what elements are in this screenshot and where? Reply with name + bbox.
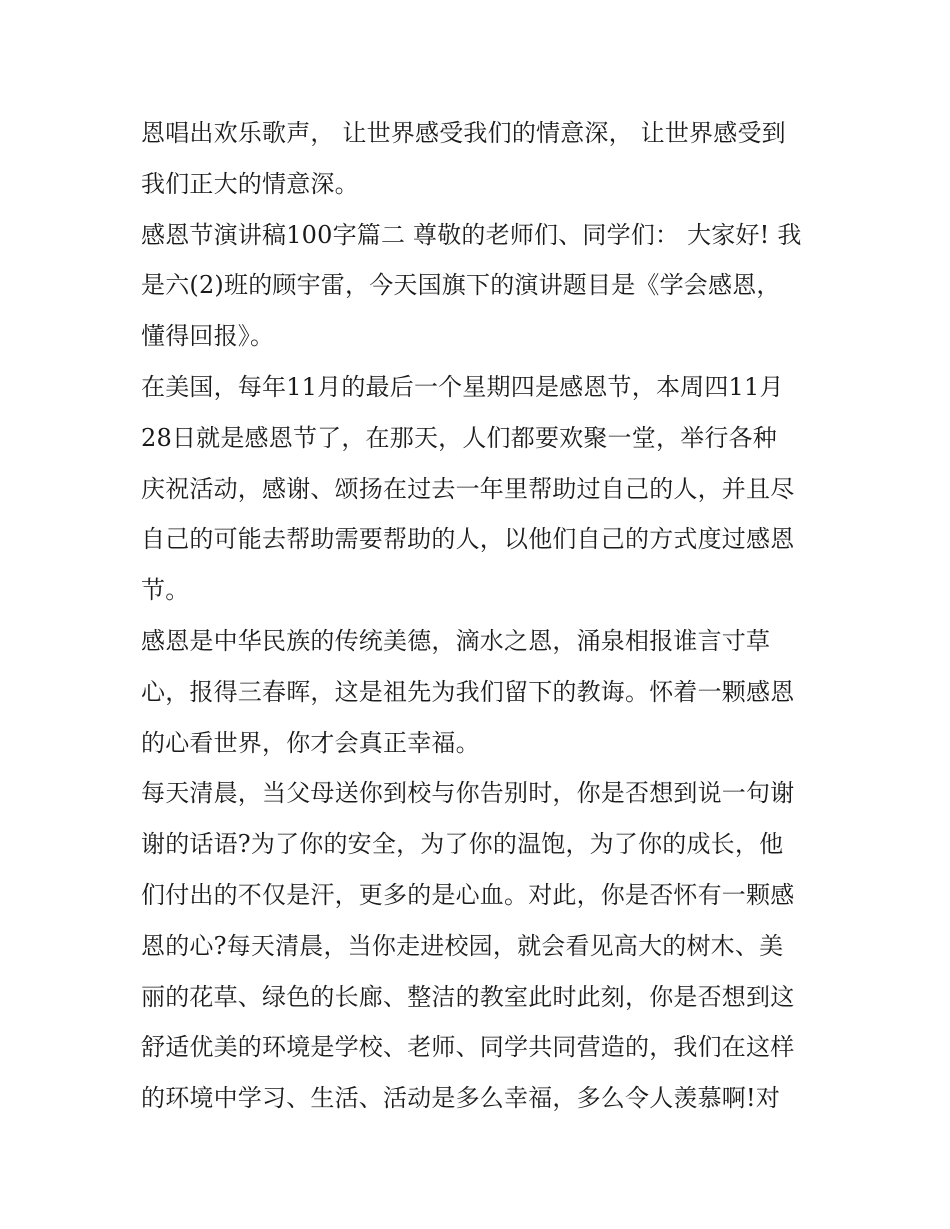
text-line: 每天清晨，当父母送你到校与你告别时，你是否想到说一句谢: [141, 779, 795, 808]
text-line: 懂得回报》。: [141, 322, 275, 351]
text-line: 谢的话语?为了你的安全，为了你的温饱，为了你的成长，他: [141, 830, 784, 859]
text-line: 的心看世界，你才会真正幸福。: [141, 728, 480, 757]
document-body: [141, 108, 821, 1124]
text-line: 自己的可能去帮助需要帮助的人，以他们自己的方式度过感恩: [141, 525, 795, 554]
text-line: 节。: [141, 576, 190, 605]
text-line: 舒适优美的环境是学校、老师、同学共同营造的，我们在这样: [141, 1033, 795, 1062]
text-line: 28日就是感恩节了，在那天，人们都要欢聚一堂，举行各种: [141, 423, 777, 452]
text-line: 丽的花草、绿色的长廊、整洁的教室此时此刻，你是否想到这: [141, 982, 795, 1011]
text-line: 在美国，每年11月的最后一个星期四是感恩节，本周四11月: [141, 372, 784, 401]
text-line: 我们正大的情意深。: [141, 169, 359, 198]
text-line: 感恩是中华民族的传统美德，滴水之恩，涌泉相报谁言寸草: [141, 626, 771, 655]
text-line: 恩唱出欢乐歌声， 让世界感受我们的情意深， 让世界感受到: [141, 119, 786, 147]
text-line: 是六(2)班的顾宇雷，今天国旗下的演讲题目是《学会感恩，: [141, 271, 781, 300]
text-line: 感恩节演讲稿100字篇二 尊敬的老师们、同学们： 大家好! 我: [141, 220, 802, 249]
text-line: 心，报得三春晖，这是祖先为我们留下的教诲。怀着一颗感恩: [141, 677, 795, 706]
text-line: 的环境中学习、生活、活动是多么幸福，多么令人羡慕啊!对: [141, 1084, 781, 1113]
text-line: 庆祝活动，感谢、颂扬在过去一年里帮助过自己的人，并且尽: [141, 474, 795, 503]
text-line: 们付出的不仅是汗，更多的是心血。对此，你是否怀有一颗感: [141, 880, 795, 909]
text-line: 恩的心?每天清晨，当你走进校园，就会看见高大的树木、美: [141, 931, 784, 960]
